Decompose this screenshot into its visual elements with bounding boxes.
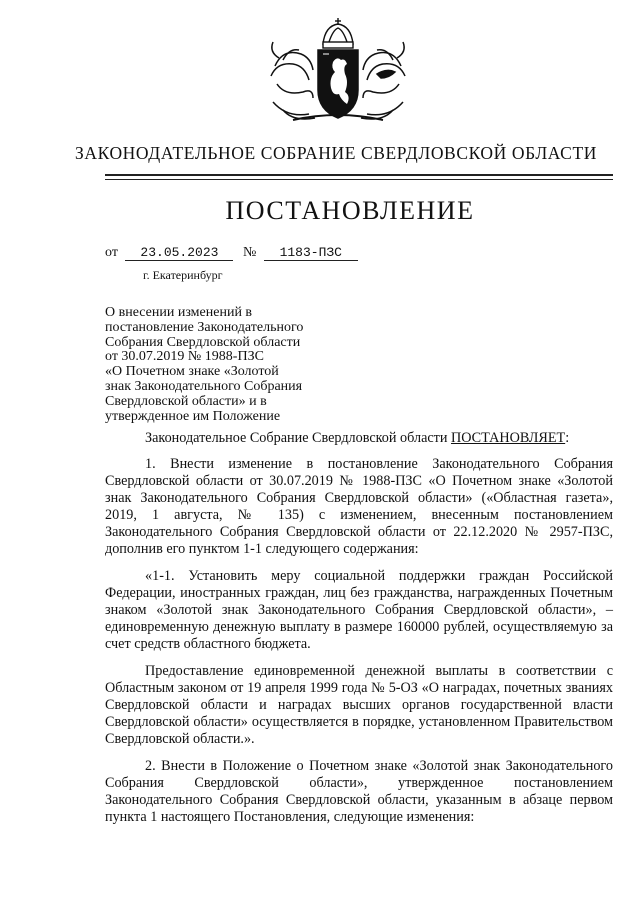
document-date: 23.05.2023 <box>125 245 233 261</box>
subject-line: от 30.07.2019 № 1988-ПЗС <box>105 349 264 365</box>
left-supporter-icon <box>271 42 315 119</box>
subject-line: «О Почетном знаке «Золотой <box>105 364 279 380</box>
right-supporter-icon <box>361 42 405 119</box>
intro-text: Законодательное Собрание Свердловской области <box>145 430 452 446</box>
subject-line: знак Законодательного Собрания <box>105 378 303 394</box>
organization-name: ЗАКОНОДАТЕЛЬНОЕ СОБРАНИЕ СВЕРДЛОВСКОЙ ОБЛАСТИ <box>75 143 597 163</box>
paragraph-2: 2. Внести в Положение о Почетном знаке «Золотой знак Законодательного Собрания Свердловской области», утвержденное постановлением Законодательного Собрания Свердловской области, указанным в абзаце первом пункта 1 настоящего Постановления, следующие изменения: <box>105 758 613 825</box>
crown-icon <box>323 18 353 48</box>
document-body <box>105 430 613 826</box>
coat-of-arms-emblem <box>263 18 413 126</box>
document-subject <box>105 306 355 424</box>
subject-line: постановление Законодательного <box>105 319 304 335</box>
document-city: г. Екатеринбург <box>143 268 223 282</box>
paragraph-grant: Предоставление единовременной денежной выплаты в соответствии с Областным законом от 19 апреля 1999 года № 5-ОЗ «О наградах, почетных званиях Свердловской области и наградах высших органов государственной власти Свердловской области» осуществляется в порядке, установленном Правительством Свердловской области.». <box>105 663 613 747</box>
intro-colon: : <box>565 430 570 446</box>
decree-word: ПОСТАНОВЛЯЕТ <box>451 430 566 446</box>
header-rule-thin <box>105 179 613 180</box>
date-prefix: от <box>105 245 118 260</box>
paragraph-1-1: «1-1. Установить меру социальной поддержки граждан Российской Федерации, иностранных граждан, лиц без гражданства, награжденных Почетным знаком «Золотой знак Законодательного Собрания Свердловской области», – единовременную денежную выплату в размере 160000 рублей, осуществляемую за счет средств областного бюджета. <box>105 568 613 652</box>
number-prefix: № <box>242 245 257 260</box>
subject-line: утвержденное им Положение <box>105 408 281 424</box>
paragraph-1: 1. Внести изменение в постановление Законодательного Собрания Свердловской области от 30.07.2019 № 1988-ПЗС «О Почетном знаке «Золотой знак Законодательного Собрания Свердловской области» («Областная газета», 2019, 1 августа, № 135) с изменением, внесенным постановлением Законодательного Собрания Свердловской области от 22.12.2020 № 2957-ПЗС, дополнив его пунктом 1-1 следующего содержания: <box>105 456 613 557</box>
intro-paragraph <box>105 430 613 447</box>
header-rule-thick <box>105 174 613 176</box>
document-title: ПОСТАНОВЛЕНИЕ <box>225 196 475 225</box>
subject-line: Свердловской области» и в <box>105 393 267 409</box>
date-number-line <box>105 245 358 261</box>
document-number: 1183-ПЗС <box>264 245 358 261</box>
subject-line: Собрания Свердловской области <box>105 334 301 350</box>
subject-line: О внесении изменений в <box>105 305 253 320</box>
